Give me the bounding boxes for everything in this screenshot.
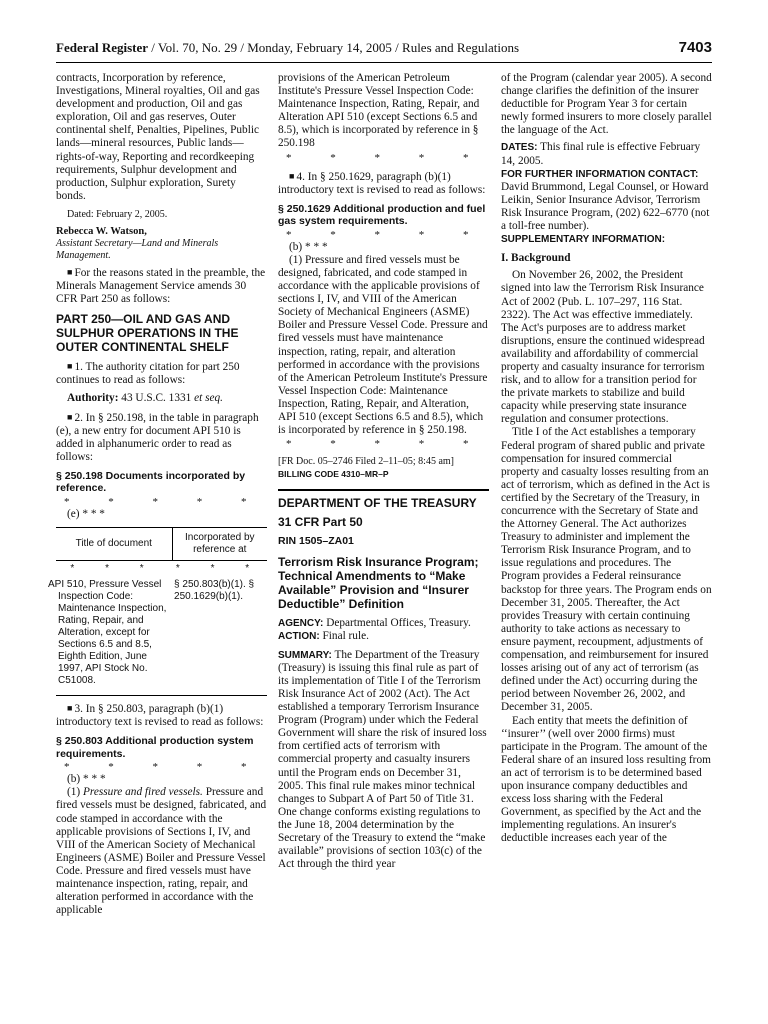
running-header <box>56 40 712 60</box>
dates-line: DATES: This final rule is effective February 14, 2005. <box>501 141 701 167</box>
supplementary-label: SUPPLEMENTARY INFORMATION: <box>501 234 666 246</box>
amendatory-preamble: ■ For the reasons stated in the preamble, the Minerals Management Service amends 30 CFR Part 250 as follows: <box>56 267 266 306</box>
publication-name: Federal Register <box>56 40 149 55</box>
amendment-1: ■ 1. The authority citation for part 250 continues to read as follows: <box>56 361 240 387</box>
table-stars-left: * * * <box>70 563 158 575</box>
table-cell-refs: § 250.803(b)(1). § 250.1629(b)(1). <box>174 579 255 603</box>
paragraph-e: (e) * * * <box>67 507 105 520</box>
background-paragraph-2: Title I of the Act establishes a temporary Federal program of shared public and private compensation for insured commercial property and casualty losses resulting from an act of terrorism, which as defined in the Act is certified by the Secretary of the Treasury, in concurrence with the Secretary of State and the Attorney General. The Act authorizes Treasury to administer and implement the Terrorism Risk Insurance Program, and to issue regulations and procedures. The Program provides a Federal reinsurance backstop for three years. The Program ends on December 31, 2005. Thereafter, the Act provides Treasury with certain continuing authority to take actions as necessary to ensure payment, recoupment, adjustments of compensation, and reimbursement for insured losses arising out of any act of terrorism (as defined under the Act) occurring during the period between November 26, 2002, and December 31, 2005. <box>501 426 712 714</box>
table-header-incorporated: Incorporated by reference at <box>172 528 267 561</box>
action-line: ACTION: Final rule. <box>278 629 369 642</box>
omission-stars: * * * * * <box>64 495 265 508</box>
table-row <box>56 577 267 696</box>
table-stars-right: * * * <box>175 563 264 575</box>
square-bullet-icon: ■ <box>289 170 295 181</box>
contact-label: FOR FURTHER INFORMATION CONTACT: <box>501 168 699 180</box>
document-separator <box>278 489 489 491</box>
rin-number: RIN 1505–ZA01 <box>278 535 354 548</box>
summary-paragraph: SUMMARY: The Department of the Treasury (Treasury) is issuing this final rule as part of its implementation of Title I of the Terrorism Risk Insurance Act of 2002 (Act). The Act established a temporary Terrorism Insurance Program (Program) under which the Federal Government will share the risk of insured loss from certified acts of terrorism with commercial property and casualty insurers until the Program ends on December 31, 2005. This final rule makes minor technical changes to Subpart A of Part 50 of Title 31. One change conforms existing regulations to the June 18, 2004 determination by the Secretary of the Treasury to extend the “make available” provisions of section 103(c) of the Act through the third year <box>278 648 487 871</box>
table-row <box>56 561 267 578</box>
square-bullet-icon: ■ <box>67 361 73 372</box>
section-250-198-heading: § 250.198 Documents incorporated by reference. <box>56 469 246 495</box>
background-heading: I. Background <box>501 252 571 265</box>
section-250-803-heading: § 250.803 Additional production system requirements. <box>56 735 254 760</box>
part-heading: PART 250—OIL AND GAS AND SULPHUR OPERATIONS IN THE OUTER CONTINENTAL SHELF <box>56 312 239 355</box>
column-1 <box>48 72 267 917</box>
amendment-4: ■ 4. In § 250.1629, paragraph (b)(1) introductory text is revised to read as follows: <box>278 170 486 196</box>
background-paragraph-1: On November 26, 2002, the President signed into law the Terrorism Risk Insurance Act of 2002 (Pub. L. 107–297, 116 Stat. 2322). The Act was effective immediately. The Act's purposes are to address market disruptions, ensure the continued widespread availability and affordability of commercial property and casualty insurance for terrorism risk, and to allow for a transition period for the private markets to stabilize and build capacity while preserving state insurance regulation and consumer protections. <box>501 269 705 426</box>
contact-text: David Brummond, Legal Counsel, or Howard Leikin, Senior Insurance Advisor, Terrorism Risk Insurance Program, (202) 622–6770 (not a toll-free number). <box>501 180 710 233</box>
dated-line: Dated: February 2, 2005. <box>67 208 168 220</box>
amendment-3: ■ 3. In § 250.803, paragraph (b)(1) introductory text is revised to read as follows: <box>56 703 264 729</box>
square-bullet-icon: ■ <box>67 267 73 278</box>
column-2 <box>278 72 489 871</box>
section-803-continued: provisions of the American Petroleum Institute's Pressure Vessel Inspection Code: Maintenance Inspection, Rating, Repair, and Alteration API 510 (except Sections 6.5 and 8.5), which is incorporated by reference in § 250.198 <box>278 72 480 150</box>
amendment-2: ■ 2. In § 250.198, in the table in paragraph (e), a new entry for document API 510 is added in alphanumeric order to read as follows: <box>56 411 259 463</box>
omission-stars: * * * * * <box>286 438 487 451</box>
agency-line: AGENCY: Departmental Offices, Treasury. <box>278 616 471 629</box>
column-3 <box>501 72 712 845</box>
page-number: 7403 <box>678 39 712 56</box>
square-bullet-icon: ■ <box>67 411 73 422</box>
table-header-title: Title of document <box>56 528 172 561</box>
signer-title: Assistant Secretary—Land and Minerals Management. <box>56 238 219 262</box>
issue-info: / Vol. 70, No. 29 / Monday, February 14, 2005 / Rules and Regulations <box>148 40 520 55</box>
billing-code: BILLING CODE 4310–MR–P <box>278 469 389 480</box>
background-paragraph-3: Each entity that meets the definition of ‘‘insurer’’ (well over 2000 firms) must participate in the Program. The amount of the Federal share of an insured loss resulting from an act of terrorism is to be determined based upon insurance company deductibles and excess loss sharing with the Federal Government, as specified by the Act and the implementing regulations. An insurer's deductible increases each year of the <box>501 714 711 845</box>
omission-stars: * * * * * <box>286 151 487 164</box>
incorporated-documents-table <box>48 527 267 696</box>
signer-name: Rebecca W. Watson, <box>56 225 147 237</box>
omission-stars: * * * * * <box>64 761 265 774</box>
section-250-1629-heading: § 250.1629 Additional production and fuel gas system requirements. <box>278 202 486 228</box>
paragraph-b1: (1) Pressure and fired vessels. Pressure and fired vessels must be designed, fabricated, and code stamped in accordance with the applicable provisions of Sections I, IV, and VIII of the American Society of Mechanical Engineers (ASME) Boiler and Pressure Vessel Code. Pressure and fired vessels must have maintenance inspection, rating, repair, and alteration performed in accordance with the applicable <box>56 786 267 917</box>
table-cell-title: API 510, Pressure Vessel Inspection Code: Maintenance Inspection, Rating, Repair, and Alteration, except for Sections 6.5 and 8.5, Eighth Edition, June 1997, API Stock No. C51008. <box>48 579 167 687</box>
paragraph-b: (b) * * * <box>289 240 328 253</box>
cfr-part: 31 CFR Part 50 <box>278 515 363 530</box>
keywords-continued: contracts, Incorporation by reference, Investigations, Mineral royalties, Oil and gas development and production, Oil and gas exploration, Oil and gas reserves, Outer continental shelf, Penalties, Pipelines, Public lands—mineral resources, Public lands—rights-of-way, Reporting and recordkeeping requirements, Sulphur development and production, Sulphur exploration, Surety bonds. <box>56 72 260 202</box>
header-rule <box>56 62 712 63</box>
paragraph-b: (b) * * * <box>67 773 106 786</box>
rule-title: Terrorism Risk Insurance Program; Technical Amendments to “Make Available” Provision and “Insurer Deductible” Definition <box>278 554 479 611</box>
square-bullet-icon: ■ <box>67 703 73 714</box>
summary-continued: of the Program (calendar year 2005). A second change clarifies the definition of the insurer deductible for Program Year 3 for certain newly formed insurers to more closely parallel the language of the Act. <box>501 72 712 137</box>
authority-citation: Authority: 43 U.S.C. 1331 et seq. <box>67 391 223 404</box>
paragraph-b1: (1) Pressure and fired vessels must be designed, fabricated, and code stamped in accordance with the applicable provisions of sections I, IV, and VIII of the American Society of Mechanical Engineers (ASME) Boiler and Pressure Vessel Code. Pressure and fired vessels must have maintenance inspection, rating, repair, and alteration performed in accordance with the provisions of the American Petroleum Institute's Pressure Vessel Inspection Code: Maintenance Inspection, Rating, Repair, and Alteration, API 510 (except Sections 6.5 and 8.5), which is incorporated by reference in § 250.198. <box>278 253 488 437</box>
department-heading: DEPARTMENT OF THE TREASURY <box>278 496 477 511</box>
omission-stars: * * * * * <box>286 228 487 241</box>
fr-doc-line: [FR Doc. 05–2746 Filed 2–11–05; 8:45 am] <box>278 456 455 468</box>
